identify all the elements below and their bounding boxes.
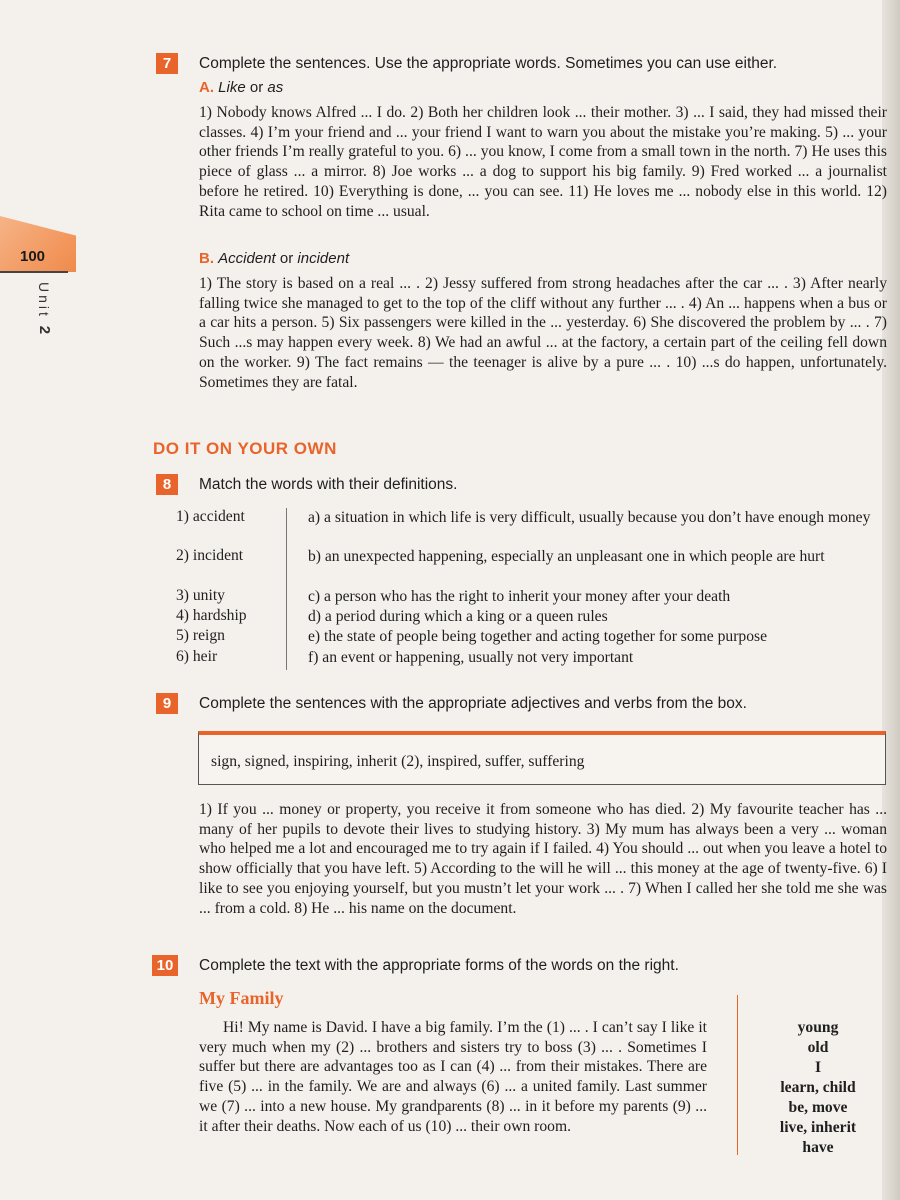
match-definition: b) an unexpected happening, especially an unpleasant one in which people are hurt [308, 548, 825, 565]
exercise-7a-word1: Like [218, 79, 246, 96]
unit-number: 2 [36, 325, 53, 338]
exercise-10-number: 10 [152, 955, 178, 976]
exercise-7b-word1: Accident [218, 250, 276, 267]
story-text: Hi! My name is David. I have a big family. I’m the (1) ... . I can’t say I like it very much when my (2) ... brothers and sisters try to boss (3) ... . Sometimes I suffer but there are advantages too as I can (4) ... from their mistakes. There are five (5) ... in the family. We are and always (6) ... a united family. Last summer we (7) ... into a new house. My grandparents (8) ... in it before my parents (9) ... it after their deaths. Now each of us (10) ... their own room. [199, 1019, 707, 1135]
match-definition: d) a period during which a king or a queen rules [308, 608, 608, 625]
unit-label [36, 282, 53, 337]
exercise-10-instruction: Complete the text with the appropriate forms of the words on the right. [199, 957, 679, 974]
exercise-7a-letter: A. [199, 79, 214, 96]
exercise-8-instruction: Match the words with their definitions. [199, 476, 458, 493]
word-box-words: sign, signed, inspiring, inherit (2), inspired, suffer, suffering [211, 753, 585, 770]
match-word: 6) heir [176, 648, 218, 665]
page-number: 100 [20, 248, 46, 265]
match-word: 2) incident [176, 547, 244, 564]
exercise-7-instruction: Complete the sentences. Use the appropriate words. Sometimes you can use either. [199, 55, 778, 72]
page-number-rule [0, 271, 68, 273]
word-box [198, 731, 886, 785]
exercise-8-number: 8 [156, 474, 178, 495]
word-hint: I [814, 1059, 822, 1076]
match-definition: e) the state of people being together and acting together for some purpose [308, 628, 767, 645]
exercise-7b-joiner: or [275, 250, 298, 267]
exercise-7b-letter: B. [199, 250, 214, 267]
words-on-right [738, 1018, 898, 1158]
word-hint: learn, child [780, 1079, 856, 1096]
word-hint: live, inherit [779, 1119, 857, 1136]
exercise-7a-heading [199, 79, 283, 96]
match-word: 3) unity [176, 587, 225, 604]
match-word: 1) accident [176, 508, 245, 525]
unit-text: Unit [36, 282, 52, 326]
exercise-7b-word2: incident [297, 250, 350, 267]
match-definition: a) a situation in which life is very difficult, usually because you don’t have enough money [308, 509, 871, 526]
exercise-7a-text: 1) Nobody knows Alfred ... I do. 2) Both her children look ... their mother. 3) ... I said, they had missed their classes. 4) I’m your friend and ... your friend I want to warn you about the mistake you’re making. 5) ... your other friends I’m really grateful to you. 6) ... you know, I come from a small town in the north. 7) He uses this piece of glass ... a mirror. 8) Joe works ... a dog to support his big family. 9) Fred worked ... a journalist before he retired. 10) Everything is done, ... you can see. 11) He loves me ... nobody else in this world. 12) Rita came to school on time ... usual. [199, 104, 887, 220]
exercise-7b-text: 1) The story is based on a real ... . 2) Jessy suffered from strong headaches after the car ... . 3) After nearly falling twice she managed to get to the top of the cliff without any further ... . 4) An ... happens when a bus or a car hits a person. 5) Six passengers were killed in the ... yesterday. 6) She discovered the problem by ... . 7) Such ...s may happen every week. 8) We had an awful ... at the factory, a certain part of the ceiling fell down on the worker. 9) The fact remains — the teenager is alive by a pure ... . 10) ...s do happen, unfortunately. Sometimes they are fatal. [199, 275, 887, 391]
word-hint: have [802, 1139, 834, 1156]
word-hint: young [797, 1019, 839, 1036]
match-divider [286, 508, 287, 670]
match-word: 5) reign [176, 627, 225, 644]
exercise-7a-joiner: or [245, 79, 268, 96]
match-definition: f) an event or happening, usually not very important [308, 649, 634, 666]
exercise-9-instruction: Complete the sentences with the appropriate adjectives and verbs from the box. [199, 695, 747, 712]
exercise-9-text: 1) If you ... money or property, you receive it from someone who has died. 2) My favourite teacher has ... many of her pupils to devote their lives to studying history. 3) My mum has always been a very ... woman who helped me a lot and encouraged me to try again if I failed. 4) You should ... out when you leave a hotel to show officially that you have left. 5) According to the will he will ... this money at the age of twenty-five. 6) I like to see you enjoying yourself, but you mustn’t let your work ... . 7) When I called her she told me she was ... from a cold. 8) He ... his name on the document. [199, 801, 887, 917]
exercise-7b-heading [199, 250, 349, 267]
story-title: My Family [199, 988, 284, 1008]
match-definition: c) a person who has the right to inherit your money after your death [308, 588, 731, 605]
section-heading: DO IT ON YOUR OWN [153, 439, 337, 458]
word-hint: old [807, 1039, 829, 1056]
exercise-9-number: 9 [156, 693, 178, 714]
match-word: 4) hardship [176, 607, 247, 624]
word-hint: be, move [788, 1099, 848, 1116]
exercise-7a-word2: as [267, 79, 284, 96]
exercise-7-number: 7 [156, 53, 178, 74]
